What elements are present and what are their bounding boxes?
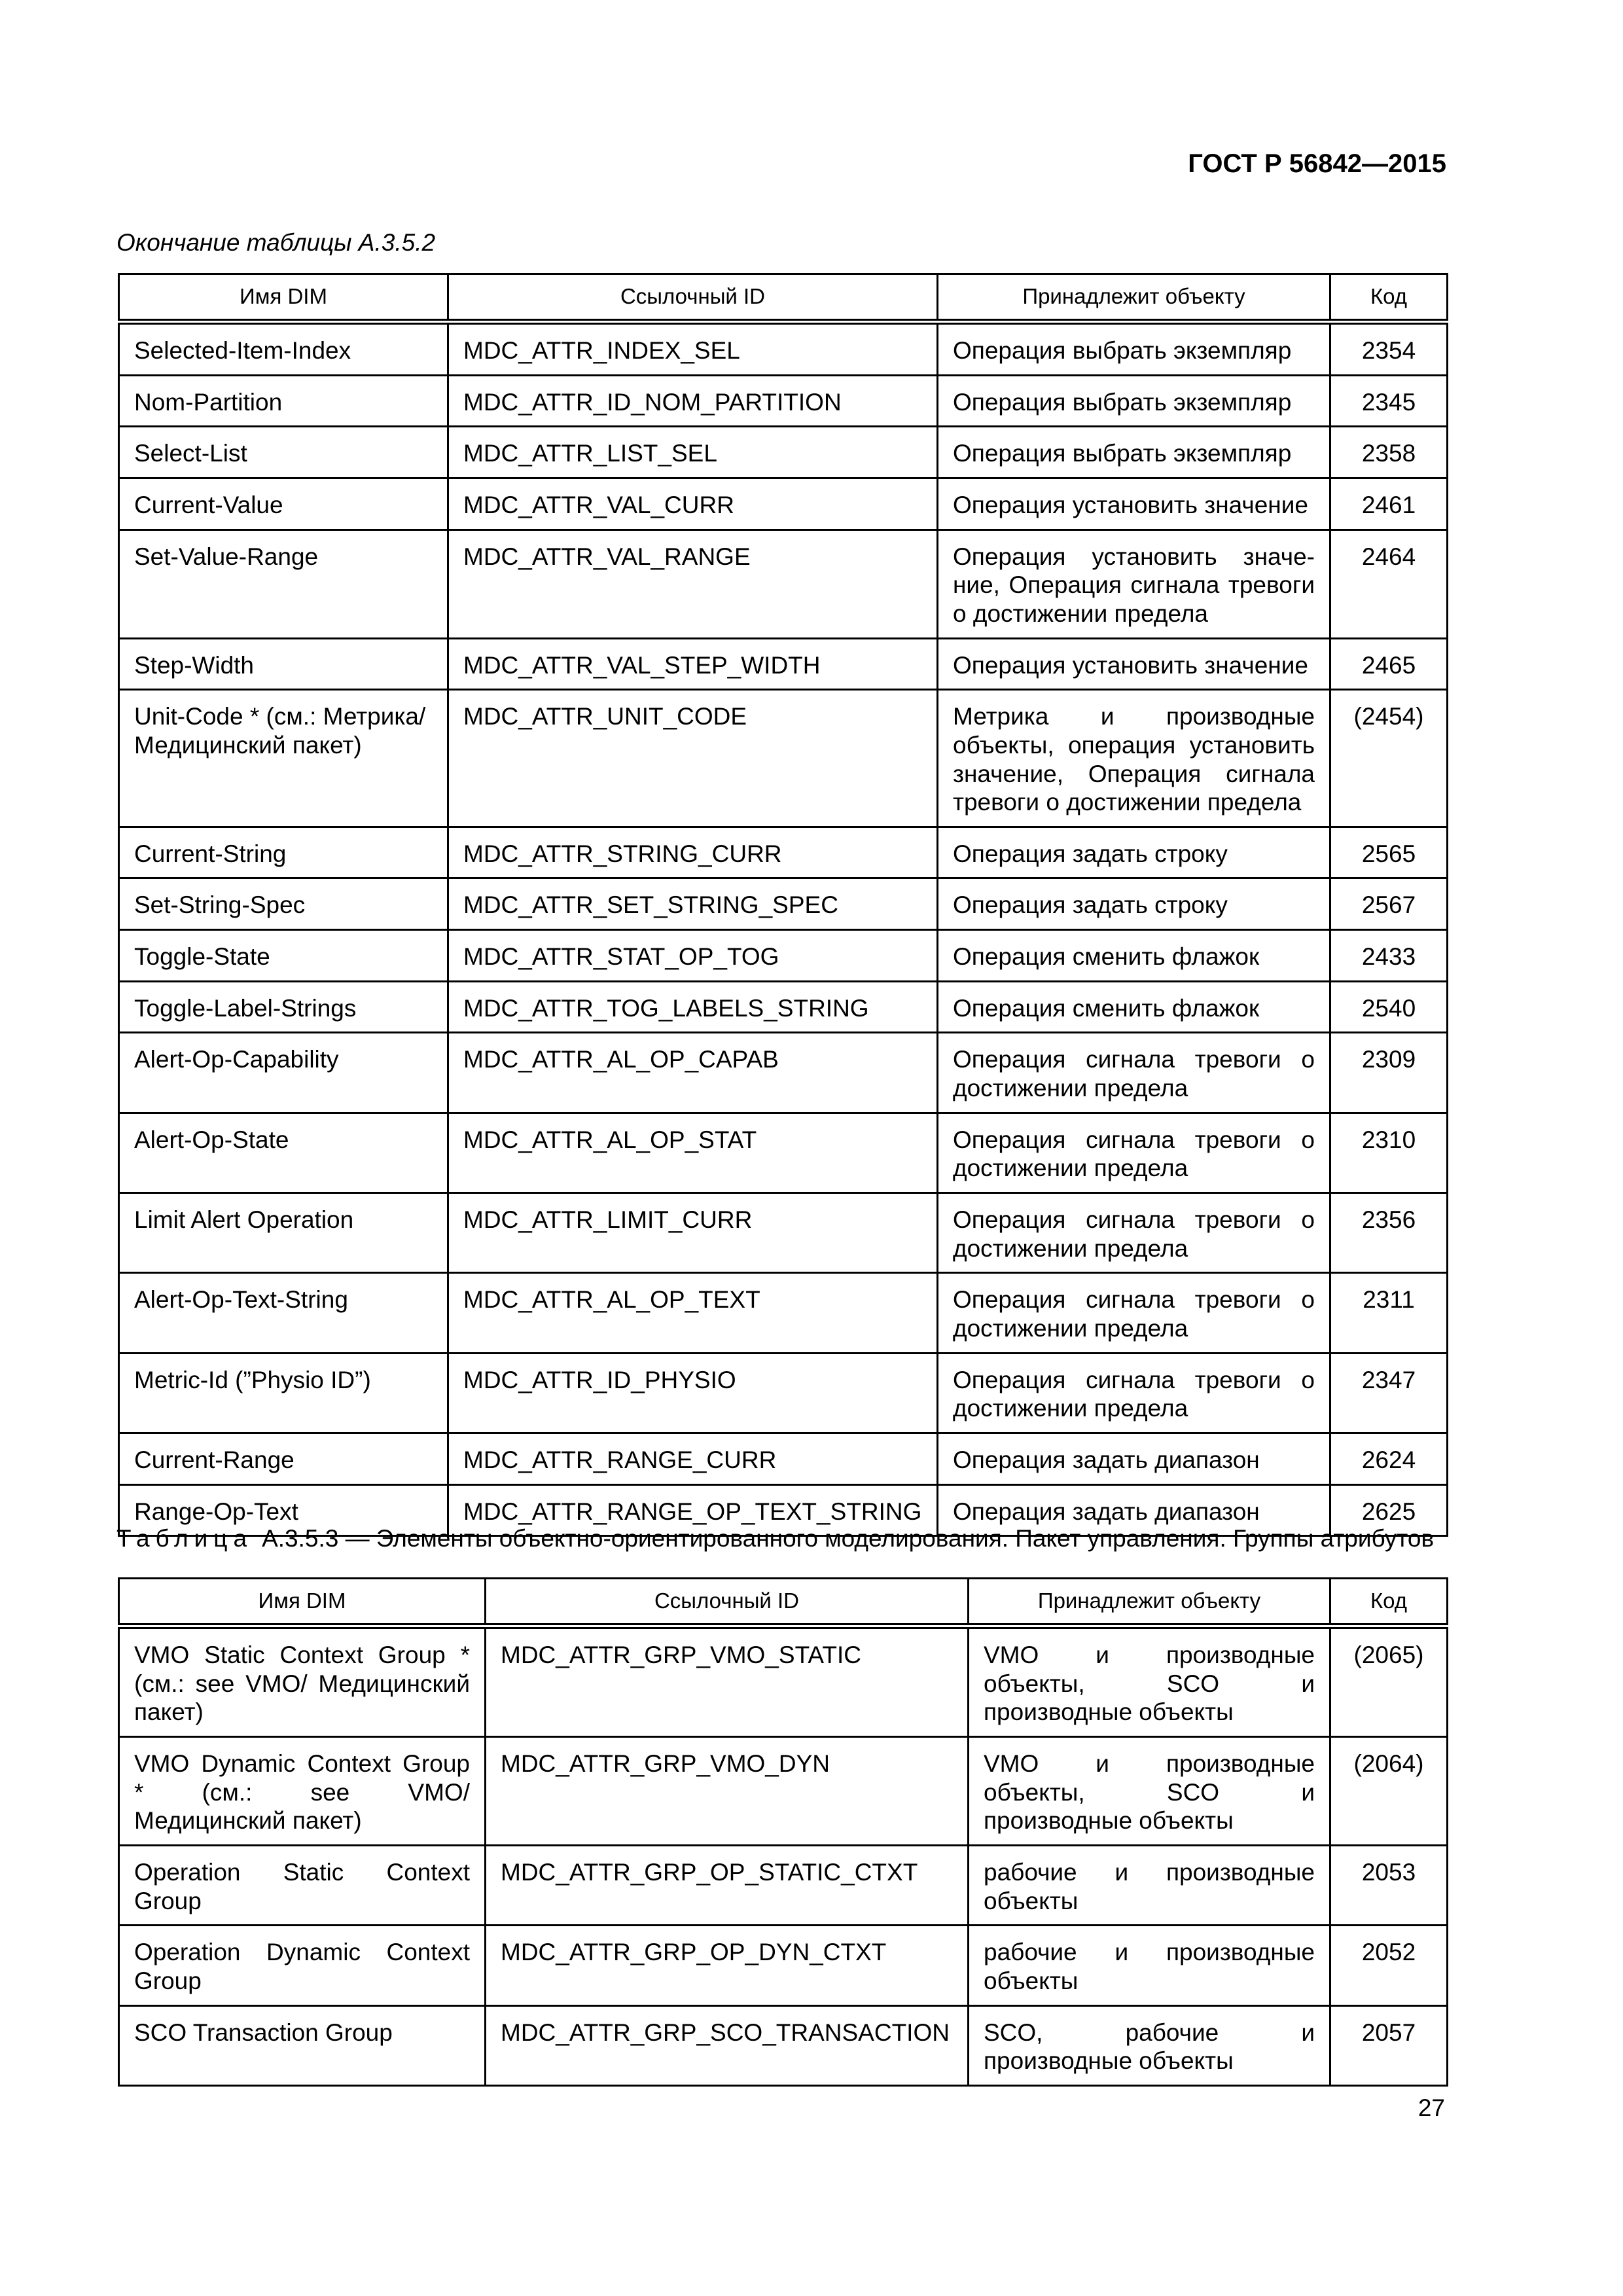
- cell-dim-name: Alert-Op-Text-String: [119, 1273, 448, 1353]
- column-header-code: Код: [1330, 1579, 1448, 1626]
- table-row: [119, 1113, 1448, 1193]
- cell-belongs-to-object: Операция задать диапазон: [938, 1433, 1330, 1485]
- cell-reference-id: MDC_ATTR_INDEX_SEL: [448, 321, 938, 375]
- column-header-code: Код: [1330, 274, 1448, 322]
- table1: [118, 273, 1448, 1537]
- cell-code: 2567: [1330, 878, 1448, 930]
- cell-dim-name: Alert-Op-Capability: [119, 1033, 448, 1113]
- table2-header-row: [119, 1579, 1448, 1626]
- cell-dim-name: Step-Width: [119, 638, 448, 690]
- cell-belongs-to-object: Операция сигнала тревоги о достижении предела: [938, 1353, 1330, 1433]
- cell-reference-id: MDC_ATTR_GRP_OP_STATIC_CTXT: [486, 1845, 969, 1925]
- column-header-dim-name: Имя DIM: [119, 1579, 486, 1626]
- cell-reference-id: MDC_ATTR_TOG_LABELS_STRING: [448, 981, 938, 1033]
- cell-reference-id: MDC_ATTR_RANGE_OP_TEXT_STRING: [448, 1484, 938, 1536]
- cell-reference-id: MDC_ATTR_AL_OP_TEXT: [448, 1273, 938, 1353]
- page-number: 27: [1418, 2094, 1445, 2121]
- cell-dim-name: VMO Dynamic Context Group * (см.: see VMO/ Медицинский пакет): [119, 1736, 486, 1845]
- cell-belongs-to-object: Операция выбрать экземпляр: [938, 321, 1330, 375]
- cell-reference-id: MDC_ATTR_VAL_CURR: [448, 478, 938, 529]
- cell-code: 2624: [1330, 1433, 1448, 1485]
- cell-belongs-to-object: Операция выбрать экземпляр: [938, 375, 1330, 427]
- cell-dim-name: Set-String-Spec: [119, 878, 448, 930]
- cell-belongs-to-object: рабочие и производные объекты: [969, 1926, 1330, 2005]
- cell-code: 2345: [1330, 375, 1448, 427]
- cell-belongs-to-object: VMO и производные объекты, SCO и производные объекты: [969, 1736, 1330, 1845]
- table-row: [119, 2005, 1448, 2085]
- cell-code: 2540: [1330, 981, 1448, 1033]
- table1-caption: Окончание таблицы А.3.5.2: [116, 229, 436, 256]
- cell-belongs-to-object: Метрика и производные объекты, операция установить значение, Операция сигнала тревоги о достижении предела: [938, 690, 1330, 827]
- cell-code: 2625: [1330, 1484, 1448, 1536]
- cell-code: 2057: [1330, 2005, 1448, 2085]
- cell-dim-name: Alert-Op-State: [119, 1113, 448, 1193]
- cell-reference-id: MDC_ATTR_AL_OP_CAPAB: [448, 1033, 938, 1113]
- cell-code: 2053: [1330, 1845, 1448, 1925]
- cell-belongs-to-object: Операция сигнала тревоги о достижении предела: [938, 1113, 1330, 1193]
- table-row: [119, 1736, 1448, 1845]
- cell-reference-id: MDC_ATTR_LIST_SEL: [448, 427, 938, 478]
- table-row: [119, 1033, 1448, 1113]
- table-row: [119, 878, 1448, 930]
- cell-dim-name: Toggle-Label-Strings: [119, 981, 448, 1033]
- cell-belongs-to-object: Операция установить значение, Операция сигнала тревоги о достижении предела: [938, 529, 1330, 638]
- column-header-dim-name: Имя DIM: [119, 274, 448, 322]
- cell-reference-id: MDC_ATTR_RANGE_CURR: [448, 1433, 938, 1485]
- cell-belongs-to-object: VMO и производные объекты, SCO и производные объекты: [969, 1626, 1330, 1736]
- cell-dim-name: Select-List: [119, 427, 448, 478]
- table2-caption: [116, 1525, 1445, 1552]
- cell-reference-id: MDC_ATTR_VAL_RANGE: [448, 529, 938, 638]
- cell-code: 2052: [1330, 1926, 1448, 2005]
- table-row: [119, 1926, 1448, 2005]
- cell-code: 2310: [1330, 1113, 1448, 1193]
- table-row: [119, 1353, 1448, 1433]
- cell-dim-name: Unit-Code * (см.: Метрика/ Медицинский пакет): [119, 690, 448, 827]
- cell-reference-id: MDC_ATTR_STAT_OP_TOG: [448, 930, 938, 982]
- cell-reference-id: MDC_ATTR_ID_NOM_PARTITION: [448, 375, 938, 427]
- cell-belongs-to-object: Операция сигнала тревоги о достижении предела: [938, 1273, 1330, 1353]
- table1-header-row: [119, 274, 1448, 322]
- cell-belongs-to-object: Операция выбрать экземпляр: [938, 427, 1330, 478]
- cell-reference-id: MDC_ATTR_GRP_SCO_TRANSACTION: [486, 2005, 969, 2085]
- cell-dim-name: Toggle-State: [119, 930, 448, 982]
- table-row: [119, 1845, 1448, 1925]
- cell-code: (2065): [1330, 1626, 1448, 1736]
- cell-belongs-to-object: рабочие и производные объекты: [969, 1845, 1330, 1925]
- table-row: [119, 827, 1448, 878]
- cell-code: 2565: [1330, 827, 1448, 878]
- cell-reference-id: MDC_ATTR_GRP_VMO_DYN: [486, 1736, 969, 1845]
- cell-belongs-to-object: Операция задать диапазон: [938, 1484, 1330, 1536]
- cell-dim-name: Nom-Partition: [119, 375, 448, 427]
- table2-caption-label: Таблица: [116, 1525, 253, 1552]
- table-row: [119, 1193, 1448, 1273]
- cell-dim-name: Limit Alert Operation: [119, 1193, 448, 1273]
- cell-dim-name: Operation Static Context Group: [119, 1845, 486, 1925]
- column-header-belongs-to-object: Принадлежит объекту: [938, 274, 1330, 322]
- cell-belongs-to-object: Операция сигнала тревоги о достижении предела: [938, 1033, 1330, 1113]
- cell-dim-name: Current-Value: [119, 478, 448, 529]
- cell-dim-name: Metric-Id (”Physio ID”): [119, 1353, 448, 1433]
- table-row: [119, 930, 1448, 982]
- cell-code: 2311: [1330, 1273, 1448, 1353]
- cell-code: (2064): [1330, 1736, 1448, 1845]
- cell-dim-name: VMO Static Context Group * (см.: see VMO/ Медицинский пакет): [119, 1626, 486, 1736]
- cell-reference-id: MDC_ATTR_GRP_OP_DYN_CTXT: [486, 1926, 969, 2005]
- column-header-reference-id: Ссылочный ID: [486, 1579, 969, 1626]
- cell-dim-name: Selected-Item-Index: [119, 321, 448, 375]
- cell-dim-name: Range-Op-Text: [119, 1484, 448, 1536]
- cell-code: 2347: [1330, 1353, 1448, 1433]
- table-row: [119, 638, 1448, 690]
- cell-dim-name: Set-Value-Range: [119, 529, 448, 638]
- table-row: [119, 1273, 1448, 1353]
- table-row: [119, 981, 1448, 1033]
- cell-code: (2454): [1330, 690, 1448, 827]
- cell-dim-name: Current-String: [119, 827, 448, 878]
- cell-dim-name: SCO Transaction Group: [119, 2005, 486, 2085]
- cell-reference-id: MDC_ATTR_ID_PHYSIO: [448, 1353, 938, 1433]
- cell-dim-name: Operation Dynamic Context Group: [119, 1926, 486, 2005]
- cell-dim-name: Current-Range: [119, 1433, 448, 1485]
- cell-code: 2461: [1330, 478, 1448, 529]
- cell-code: 2465: [1330, 638, 1448, 690]
- cell-belongs-to-object: Операция сменить флажок: [938, 981, 1330, 1033]
- table2: [118, 1577, 1448, 2087]
- cell-code: 2309: [1330, 1033, 1448, 1113]
- column-header-belongs-to-object: Принадлежит объекту: [969, 1579, 1330, 1626]
- cell-belongs-to-object: Операция сигнала тревоги о достижении предела: [938, 1193, 1330, 1273]
- table2-caption-text: А.3.5.3 — Элементы объектно-ориентированного моделирования. Пакет управления. Группы атрибутов: [262, 1525, 1435, 1552]
- cell-code: 2354: [1330, 321, 1448, 375]
- cell-reference-id: MDC_ATTR_AL_OP_STAT: [448, 1113, 938, 1193]
- standard-number: ГОСТ Р 56842—2015: [1188, 149, 1446, 178]
- cell-belongs-to-object: Операция установить значение: [938, 638, 1330, 690]
- cell-belongs-to-object: SCO, рабочие и производные объекты: [969, 2005, 1330, 2085]
- cell-reference-id: MDC_ATTR_GRP_VMO_STATIC: [486, 1626, 969, 1736]
- table-row: [119, 321, 1448, 375]
- cell-reference-id: MDC_ATTR_VAL_STEP_WIDTH: [448, 638, 938, 690]
- table-row: [119, 529, 1448, 638]
- cell-reference-id: MDC_ATTR_SET_STRING_SPEC: [448, 878, 938, 930]
- table-row: [119, 375, 1448, 427]
- cell-code: 2464: [1330, 529, 1448, 638]
- column-header-reference-id: Ссылочный ID: [448, 274, 938, 322]
- cell-belongs-to-object: Операция задать строку: [938, 827, 1330, 878]
- cell-reference-id: MDC_ATTR_LIMIT_CURR: [448, 1193, 938, 1273]
- table-row: [119, 1433, 1448, 1485]
- table-row: [119, 427, 1448, 478]
- cell-belongs-to-object: Операция сменить флажок: [938, 930, 1330, 982]
- table-row: [119, 478, 1448, 529]
- table-row: [119, 690, 1448, 827]
- cell-code: 2433: [1330, 930, 1448, 982]
- cell-reference-id: MDC_ATTR_UNIT_CODE: [448, 690, 938, 827]
- table-row: [119, 1626, 1448, 1736]
- cell-reference-id: MDC_ATTR_STRING_CURR: [448, 827, 938, 878]
- cell-code: 2358: [1330, 427, 1448, 478]
- cell-belongs-to-object: Операция установить значение: [938, 478, 1330, 529]
- cell-belongs-to-object: Операция задать строку: [938, 878, 1330, 930]
- cell-code: 2356: [1330, 1193, 1448, 1273]
